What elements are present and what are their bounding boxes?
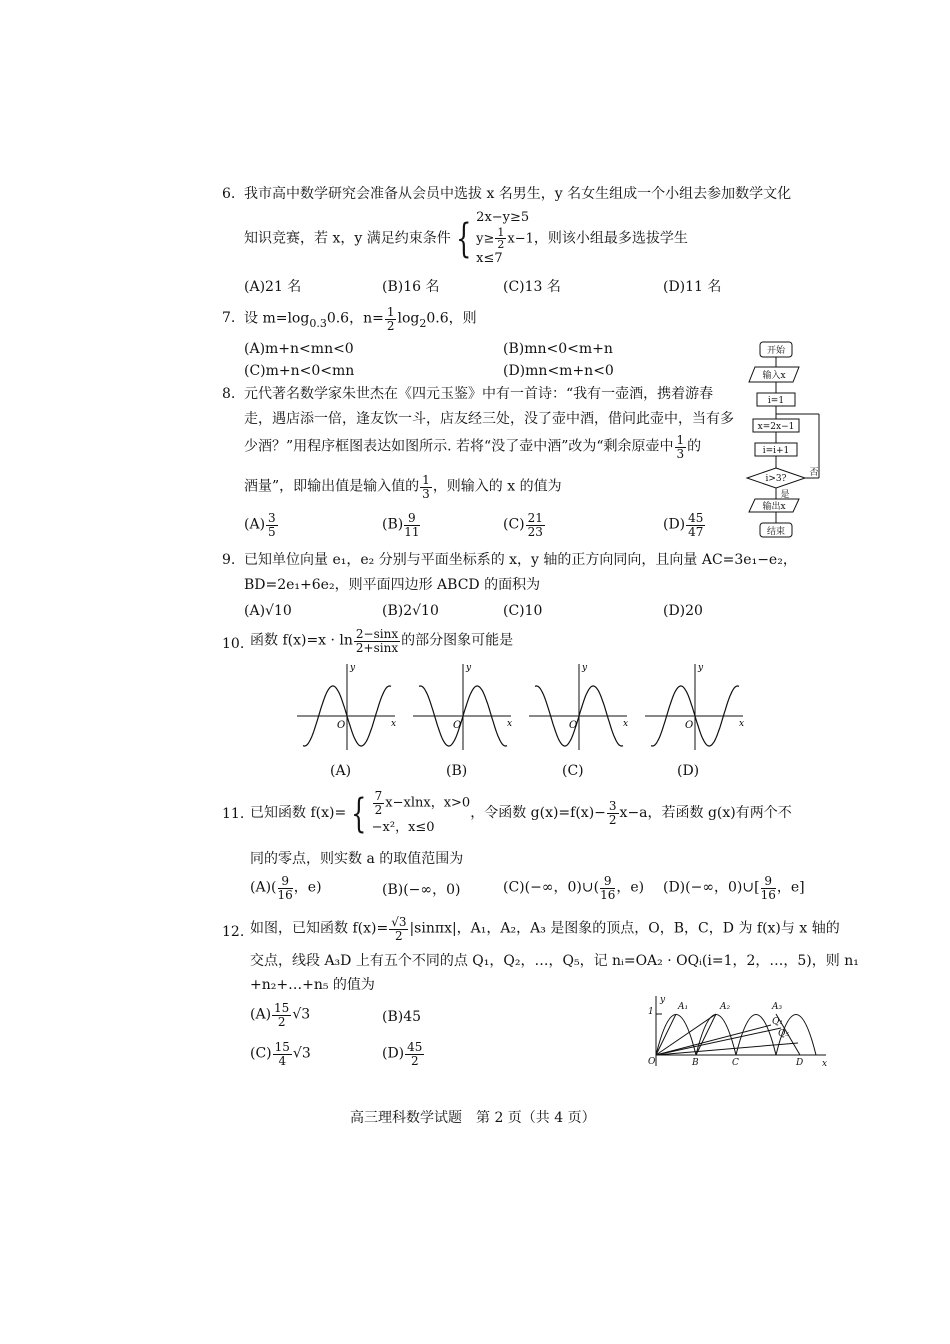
q8-option-a: (A) $\frac{3}{5}$ (244, 511, 276, 539)
flow-no: 否 (809, 468, 819, 478)
q12-figure (640, 994, 830, 1069)
q11-option-d: (D)(−∞，0)∪[ $\frac{9}{16}$ ，e] (663, 874, 805, 902)
q7-option-c: (C)m+n<0<mn (244, 363, 355, 379)
q6-constraint-1: 2x−y≥5 (476, 210, 530, 225)
q6-option-a: (A)21 名 (244, 279, 302, 295)
q9-number: 9. (222, 552, 236, 568)
fig-a1: A₁ (678, 1002, 689, 1012)
q11-option-b: (B)(−∞，0) (382, 882, 461, 898)
fig-a2: A₂ (720, 1002, 731, 1012)
q6-line2 (244, 210, 688, 268)
flow-start: 开始 (766, 346, 786, 356)
q6-brace: { (455, 215, 472, 262)
q6-option-d: (D)11 名 (663, 279, 722, 295)
q9-line2: BD=2e₁+6e₂，则平面四边形 ABCD 的面积为 (244, 577, 541, 593)
q6-line2-text-b: ，则该小组最多选拔学生 (533, 230, 688, 247)
q9-option-b: (B)2√10 (382, 603, 439, 619)
q10-label-a: (A) (330, 763, 352, 779)
q10-origin: O (685, 720, 694, 731)
q10-axis-y: y (466, 663, 472, 673)
fig-y: y (660, 995, 666, 1005)
q12-number: 12. (222, 924, 245, 940)
flow-inc: i=i+1 (762, 446, 790, 456)
q10-number: 10. (222, 636, 245, 652)
q8-option-b: (B) $\frac{9}{11}$ (382, 511, 420, 539)
q6-number: 6. (222, 186, 236, 202)
q7-stem: 设 $m=\log_{0.3}0.6$，n= $\frac{1}{2}$ $\log_20.6$，则 (244, 305, 477, 333)
q10-label-c: (C) (562, 763, 584, 779)
q8-line2: 走，遇店添一倍，逢友饮一斗，店友经三处，没了壶中酒，借问此壶中，当有多 (244, 411, 734, 427)
q8-option-d: (D) $\frac{45}{47}$ (663, 511, 704, 539)
flow-output: 输出x (762, 502, 786, 512)
q6-constraints (476, 210, 534, 268)
q9-option-c: (C)10 (503, 603, 543, 619)
q11-option-a: (A)( $\frac{9}{16}$ ，e) (250, 874, 322, 902)
q8-number: 8. (222, 386, 236, 402)
fig-a3: A₃ (772, 1002, 783, 1012)
q10-graph-a (297, 663, 396, 750)
q12-option-b: (B)45 (382, 1009, 422, 1025)
q7-option-a: (A)m+n<mn<0 (244, 341, 354, 357)
q10-label-b: (B) (446, 763, 468, 779)
q7-option-b: (B)mn<0<m+n (503, 341, 613, 357)
q12-option-c: (C) $\frac{15}{4}$ √3 (250, 1040, 311, 1068)
q11-stem: 已知函数 f(x)= { $\frac{7}{2}$ x−xlnx，x>0 −x²，x≤0 ，令函数 g(x)=f(x)− $\frac{3}{2}$ x−a，若函数 g(x)有两个不 (250, 789, 792, 837)
flow-input: 输入x (762, 371, 786, 381)
fig-c: C (732, 1058, 739, 1068)
q6-line1: 我市高中数学研究会准备从会员中选拔 x 名男生，y 名女生组成一个小组去参加数学文化 (244, 186, 792, 202)
q7-number: 7. (222, 310, 236, 326)
q10-axis-x: x (623, 719, 629, 729)
fig-q5: Q₅ (778, 1029, 789, 1039)
q8-line1: 元代著名数学家朱世杰在《四元玉鉴》中有一首诗：“我有一壶酒，携着游春 (244, 386, 714, 402)
q10-origin: O (569, 720, 578, 731)
q6-line2-text-a: 知识竞赛，若 x，y 满足约束条件 (244, 230, 451, 247)
flow-end: 结束 (766, 527, 786, 537)
q11-line2: 同的零点，则实数 a 的取值范围为 (250, 851, 464, 867)
fig-x: x (822, 1059, 828, 1069)
q10-origin: O (453, 720, 462, 731)
q8-option-c: (C) $\frac{21}{23}$ (503, 511, 543, 539)
q6-option-c: (C)13 名 (503, 279, 561, 295)
fig-b: B (692, 1058, 699, 1068)
q10-axis-y: y (698, 663, 704, 673)
q10-graph-c (529, 663, 628, 750)
q9-option-a: (A)√10 (244, 603, 292, 619)
q10-stem: 函数 f(x)=x · ln $\frac{2-\sin x}{2+\sin x}$ 的部分图象可能是 (250, 627, 514, 655)
q9-line1: 已知单位向量 e₁，e₂ 分别与平面坐标系的 x，y 轴的正方向同向，且向量 AC=3e₁−e₂， (244, 552, 797, 568)
q12-option-a: (A) $\frac{15}{2}$ √3 (250, 1001, 311, 1029)
q10-axis-x: x (507, 719, 513, 729)
flow-yes: 是 (780, 490, 790, 500)
q12-line1: 如图，已知函数 f(x)= $\frac{√3}{2}$ |sinπx|，A₁，A₂，A₃ 是图象的顶点，O，B，C，D 为 f(x)与 x 轴的 (250, 915, 840, 943)
flow-assign: x=2x−1 (757, 422, 795, 432)
q8-flowchart (735, 336, 830, 546)
fig-d: D (796, 1058, 804, 1068)
q8-line3: 少酒？”用程序框图表达如图所示. 若将“没了壶中酒”改为“剩余原壶中 $\frac{1}{3}$ 的 (244, 433, 702, 461)
q12-option-d: (D) $\frac{45}{2}$ (382, 1040, 423, 1068)
q10-axis-x: x (739, 719, 745, 729)
q7-option-d: (D)mn<m+n<0 (503, 363, 614, 379)
page-footer: 高三理科数学试题 第 2 页（共 4 页） (350, 1110, 596, 1126)
q6-constraint-2: y≥ $\frac{1}{2}$ x−1 (476, 225, 534, 252)
q11-option-c: (C)(−∞，0)∪( $\frac{9}{16}$ ，e) (503, 874, 645, 902)
q10-label-d: (D) (677, 763, 700, 779)
q10-axis-y: y (582, 663, 588, 673)
q10-axis-x: x (391, 719, 397, 729)
fig-o: O (648, 1057, 656, 1067)
q8-line4: 酒量”，即输出值是输入值的 $\frac{1}{3}$ ，则输入的 x 的值为 (244, 473, 562, 501)
q6-option-b: (B)16 名 (382, 279, 440, 295)
q10-axis-y: y (350, 663, 356, 673)
q10-graph-b (413, 663, 512, 750)
q12-line2: 交点，线段 A₃D 上有五个不同的点 Q₁，Q₂，…，Q₅，记 nᵢ=OA₂ · OQᵢ(i=1，2，…，5)，则 n₁ (250, 953, 859, 969)
q10-graph-d (645, 663, 744, 750)
q11-number: 11. (222, 806, 245, 822)
fig-one: 1 (648, 1007, 654, 1017)
q9-option-d: (D)20 (663, 603, 703, 619)
q12-line3: +n₂+…+n₅ 的值为 (250, 977, 375, 993)
q6-constraint-3: x≤7 (476, 250, 503, 266)
flow-cond: i>3? (765, 474, 787, 484)
flow-init: i=1 (767, 396, 785, 406)
q10-origin: O (337, 720, 346, 731)
fig-q1: Q₁ (772, 1017, 783, 1027)
